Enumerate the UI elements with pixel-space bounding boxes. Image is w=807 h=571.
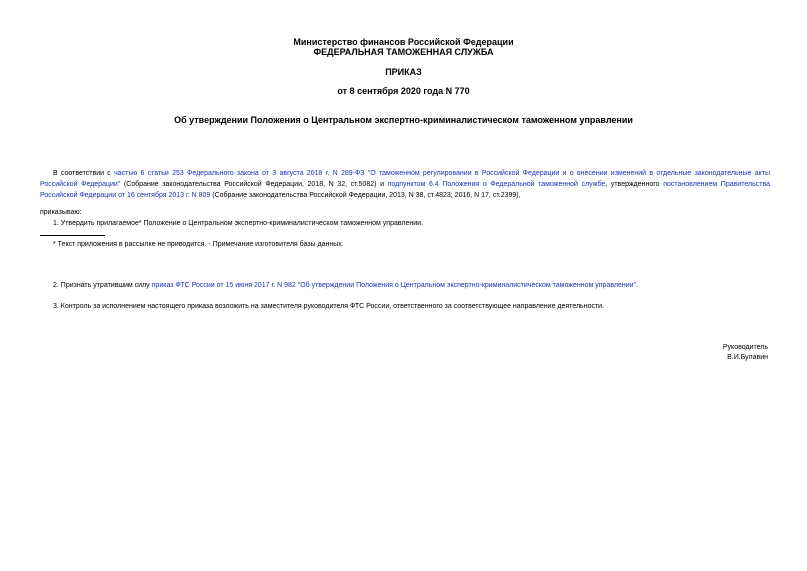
government-decree-link[interactable]: постановлением Правительства Российской Федерации от 16 сентября 2013 г. N 809 [40,181,770,199]
footnote-divider [40,235,105,236]
law-289-link[interactable]: частью 6 статьи 253 Федерального закона от 3 августа 2018 г. N 289-ФЗ "О таможенном регулировании в Российской Федерации и о внесении изменений в отдельные законодательные акты Российской Федерации" [40,170,770,188]
ministry-name: Министерство финансов Российской Федерации [293,37,514,47]
order-item-2 [53,281,638,291]
intro-text-3: , утвержденного [605,181,664,188]
intro-text-2: (Собрание законодательства Российской Федерации, 2018, N 32, ст.5082) и [120,181,388,188]
document-type: ПРИКАЗ [385,67,422,77]
order-item-3: 3. Контроль за исполнением настоящего приказа возложить на заместителя руководителя ФТС России, ответственного за соответствующее направление деятельности. [53,303,605,310]
service-name: ФЕДЕРАЛЬНАЯ ТАМОЖЕННАЯ СЛУЖБА [313,47,494,57]
order-item-1: 1. Утвердить прилагаемое* Положение о Центральном экспертно-криминалистическом таможенном управлении. [53,220,424,227]
fts-order-982-link[interactable]: приказ ФТС России от 15 июня 2017 г. N 982 "Об утверждении Положения о Центральном экспертно-криминалистическом таможенном управлении" [151,282,637,289]
fts-regulation-link[interactable]: подпунктом 6.4 Положения о Федеральной таможенной службе [387,181,606,188]
ordered-label: приказываю: [40,209,82,216]
intro-text-4: (Собрание законодательства Российской Федерации, 2013, N 38, ст.4823; 2016, N 17, ст.2399), [210,192,521,199]
signature-role: Руководитель [722,344,768,351]
document-date-number: от 8 сентября 2020 года N 770 [337,86,470,96]
document-title: Об утверждении Положения о Центральном экспертно-криминалистическом таможенном управлении [174,115,633,125]
intro-paragraph [40,168,770,201]
item2-text-2: . [636,282,638,289]
intro-text-1: В соответствии с [53,170,115,177]
signature-name: В.И.Булавин [727,354,768,361]
footnote: * Текст приложения в рассылке не приводится. - Примечание изготовителя базы данных. [53,241,344,248]
item2-text-1: 2. Признать утратившим силу [53,282,152,289]
